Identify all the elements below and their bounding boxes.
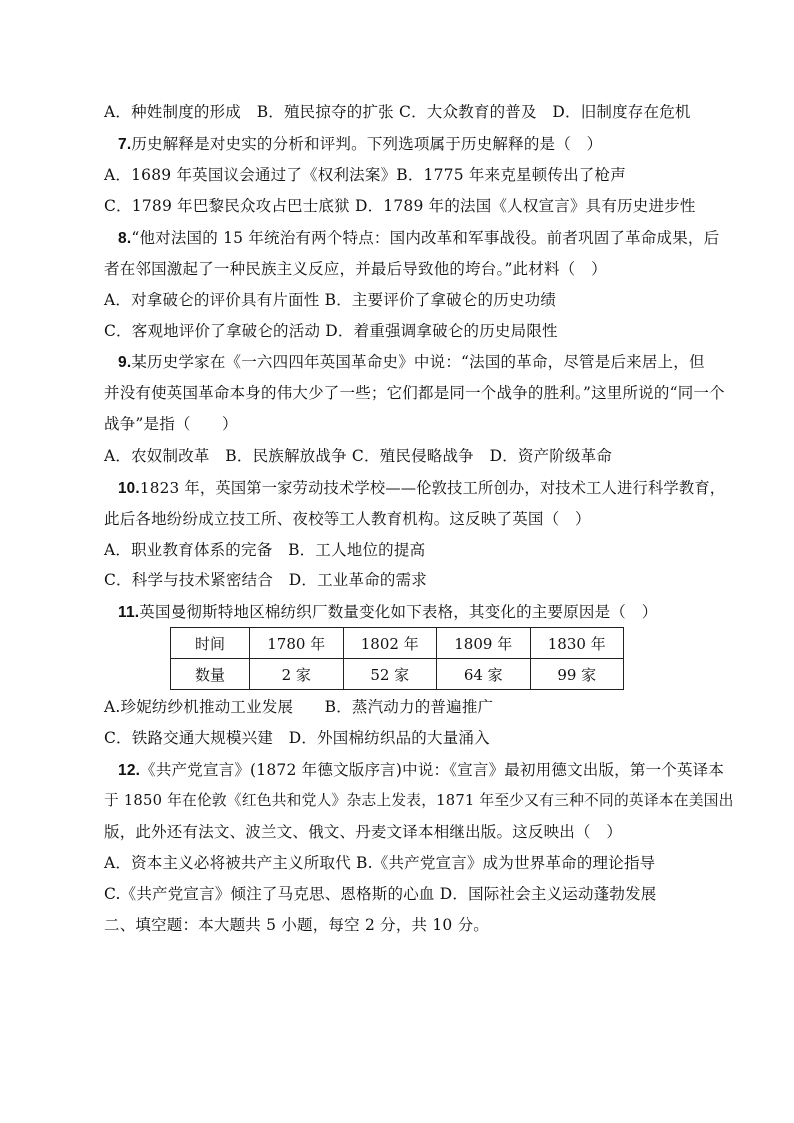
table-cell: 1830 年 bbox=[530, 628, 624, 659]
table-cell: 时间 bbox=[171, 628, 250, 659]
table-row bbox=[171, 659, 624, 690]
table-cell: 2 家 bbox=[250, 659, 344, 690]
q10-number: 10. bbox=[118, 480, 140, 497]
q8-option-cd: C．客观地评价了拿破仑的活动 D．着重强调拿破仑的历史局限性 bbox=[104, 322, 558, 340]
q7-option-cd: C．1789 年巴黎民众攻占巴士底狱 D．1789 年的法国《人权宣言》具有历史进步性 bbox=[104, 197, 696, 215]
q7-stem: 历史解释是对史实的分析和评判。下列选项属于历史解释的是（ ） bbox=[131, 135, 603, 153]
q9-options: A．农奴制改革 B．民族解放战争 C．殖民侵略战争 D．资产阶级革命 bbox=[104, 447, 613, 465]
table-header-row bbox=[171, 628, 624, 659]
q10-stem-line1 bbox=[118, 478, 725, 499]
table-cell: 1780 年 bbox=[250, 628, 344, 659]
table-cell: 52 家 bbox=[343, 659, 437, 690]
q9-number: 9. bbox=[118, 354, 132, 371]
q8-option-ab: A．对拿破仑的评价具有片面性 B．主要评价了拿破仑的历史功绩 bbox=[104, 291, 557, 309]
table-cell: 数量 bbox=[171, 659, 250, 690]
table-cell: 99 家 bbox=[530, 659, 624, 690]
q8-stem-1: “他对法国的 15 年统治有两个特点：国内改革和军事战役。前者巩固了革命成果，后 bbox=[131, 229, 720, 247]
q12-stem-line1 bbox=[118, 760, 724, 781]
q11-number: 11. bbox=[118, 604, 140, 621]
q9-stem-1: 某历史学家在《一六四四年英国革命史》中说：“法国的革命，尽管是后来居上，但 bbox=[131, 353, 705, 371]
q7-number: 7. bbox=[118, 136, 132, 153]
q11-stem-line bbox=[118, 602, 657, 623]
q12-stem-line3: 版，此外还有法文、波兰文、俄文、丹麦文译本相继出版。这反映出（ ） bbox=[104, 823, 623, 841]
q12-stem-1: 《共产党宣言》(1872 年德文版序言)中说：《宣言》最初用德文出版，第一个英译本 bbox=[140, 761, 725, 779]
q12-number: 12. bbox=[118, 762, 141, 779]
q12-option-ab: A．资本主义必将被共产主义所取代 B.《共产党宣言》成为世界革命的理论指导 bbox=[104, 854, 656, 872]
q11-option-cd: C．铁路交通大规模兴建 D．外国棉纺织品的大量涌入 bbox=[104, 729, 490, 747]
table-cell: 64 家 bbox=[437, 659, 531, 690]
q10-stem-line2: 此后各地纷纷成立技工所、夜校等工人教育机构。这反映了英国（ ） bbox=[104, 510, 591, 528]
q9-stem-line3: 战争”是指（ ） bbox=[104, 415, 238, 433]
q11-stem: 英国曼彻斯特地区棉纺织厂数量变化如下表格，其变化的主要原因是（ ） bbox=[139, 603, 658, 621]
table-cell: 1809 年 bbox=[437, 628, 531, 659]
q8-number: 8. bbox=[118, 230, 132, 247]
q12-option-cd: C.《共产党宣言》倾注了马克思、恩格斯的心血 D．国际社会主义运动蓬勃发展 bbox=[104, 885, 657, 903]
table-cell: 1802 年 bbox=[343, 628, 437, 659]
q9-stem-line2: 并没有使英国革命本身的伟大少了一些；它们都是同一个战争的胜利。”这里所说的“同一个 bbox=[104, 384, 725, 402]
q7-option-ab: A．1689 年英国议会通过了《权利法案》B．1775 年来克星顿传出了枪声 bbox=[104, 166, 626, 184]
q8-stem-line2: 者在邻国激起了一种民族主义反应，并最后导致他的垮台。”此材料（ ） bbox=[104, 260, 607, 278]
q9-stem-line1 bbox=[118, 352, 705, 373]
cotton-mill-table bbox=[170, 627, 624, 690]
section-title: 二、填空题：本大题共 5 小题，每空 2 分，共 10 分。 bbox=[104, 916, 490, 934]
q12-stem-line2: 于 1850 年在伦敦《红色共和党人》杂志上发表，1871 年至少又有三种不同的英译本在美国出 bbox=[104, 792, 734, 809]
q10-option-ab: A．职业教育体系的完备 B．工人地位的提高 bbox=[104, 541, 426, 559]
q10-stem-1: 1823 年，英国第一家劳动技术学校——伦敦技工所创办，对技术工人进行科学教育， bbox=[139, 479, 726, 497]
q11-option-ab: A.珍妮纺纱机推动工业发展 B．蒸汽动力的普遍推广 bbox=[104, 698, 494, 716]
q8-stem-line1 bbox=[118, 228, 719, 249]
q7-stem-line bbox=[118, 134, 602, 155]
q10-option-cd: C．科学与技术紧密结合 D．工业革命的需求 bbox=[104, 571, 427, 589]
q6-options: A．种姓制度的形成 B．殖民掠夺的扩张 C．大众教育的普及 D．旧制度存在危机 bbox=[104, 103, 691, 121]
